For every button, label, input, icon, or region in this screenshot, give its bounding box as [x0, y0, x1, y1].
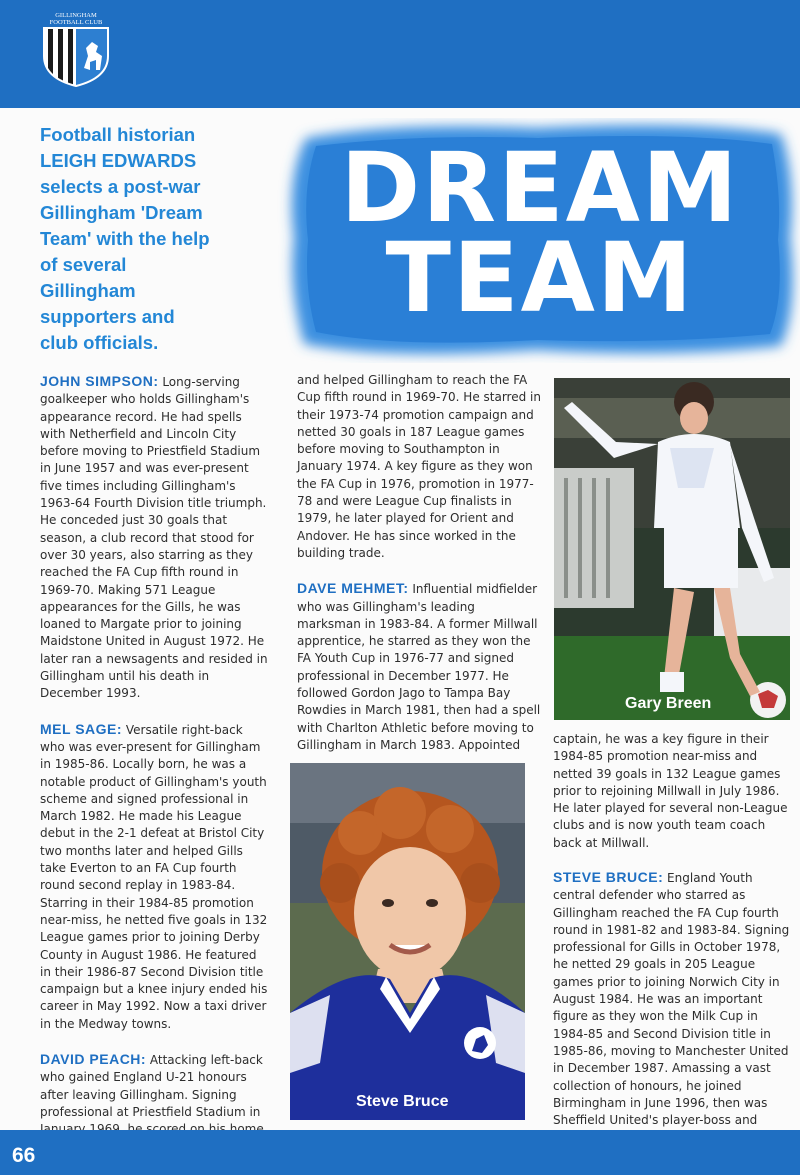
intro-line: club officials. [40, 332, 159, 353]
gary-breen-image [554, 378, 790, 720]
club-crest [40, 12, 112, 88]
article-text: England Youth central defender who starred as Gillingham reached the FA Cup fourth round in 1981-82 and 1983-84. Signing professional for Gills in October 1978, he netted 29 goals in 205 League games prior to joining Norwich City in August 1984. He was an important figure as they won the Milk Cup in 1984-85 and Second Division title in 1985-86, moving to Manchester United in December 1987. Amassing a vast collection of honours, he joined Birmingham in June 1996, then was Sheffield United's player-boss and [553, 871, 790, 1128]
crest-shield-icon [40, 26, 112, 88]
article-simpson [40, 373, 270, 703]
column-3-bottom [553, 869, 793, 1129]
article-mehmet [297, 580, 542, 754]
intro-text [40, 122, 285, 356]
intro-line: supporters and [40, 306, 175, 327]
article-text: Attacking left-back who gained England U-21 honours after leaving Gillingham. Signing professional at Priestfield Stadium in [40, 1052, 263, 1119]
article-text: Influential midfielder who was Gillingham's leading marksman in 1983-84. A former Millwall apprentice, he starred as they won the FA Youth Cup in 1976-77 and signed professional in December 1977. He followed Gordon Jago to Tampa Bay Rowdies in March 1981, then had a spell with Charlton Athletic before moving to Gillingham in March 1983. Appointed [297, 582, 541, 752]
title-dream: DREAM [340, 132, 740, 244]
intro-line: selects a post-war [40, 176, 201, 197]
intro-line: Football historian [40, 124, 196, 145]
caption-gary-breen: Gary Breen [625, 695, 712, 712]
article-bruce [553, 869, 793, 1129]
player-name: JOHN SIMPSON: [40, 373, 159, 389]
footer-bar [0, 1130, 800, 1175]
article-text: Versatile right-back who was ever-present for Gillingham in 1985-86. Locally born, he was a notable product of Gillingham's youth scheme and signed professional in March 1982. He made his League debut in the 2-1 defeat at Bristol City two months later and helped Gills take Everton to an FA Cup fourth round second replay in 1983-84. Starring in their 1984-85 promotion near-miss, he netted five goals in 132 League games prior to joining Derby County in August 1986. He featured in their 1986-87 Second Division title campaign but a knee injury ended his career in May 1992. Now a taxi driver in the Medway towns. [40, 722, 268, 1031]
intro-line: of several [40, 254, 127, 275]
column-1 [40, 373, 270, 1173]
club-crest-text: GILLINGHAM FOOTBALL CLUB [49, 12, 103, 26]
header-bar [0, 0, 800, 108]
page-number: 66 [12, 1144, 36, 1167]
article-mehmet-continued: captain, he was a key figure in their 1984-85 promotion near-miss and netted 39 goals in 132 League games prior to rejoining Millwall in July 1986. He later played for several non-League clubs and is now youth team coach back at Millwall. [553, 732, 788, 850]
title-team: TEAM [385, 222, 695, 334]
column-2 [297, 372, 542, 754]
intro-line: LEIGH EDWARDS [40, 150, 197, 171]
article-peach-continued: and helped Gillingham to reach the FA Cup fifth round in 1969-70. He starred in their 1973-74 promotion campaign and netted 30 goals in 187 League games before moving to Southampton in January 1974. A key figure as they won the FA Cup in 1976, promotion in 1977-78 and were League Cup finalists in 1979, he later played for Orient and Andover. He has since worked in the building trade. [297, 373, 541, 560]
caption-steve-bruce: Steve Bruce [356, 1093, 449, 1110]
intro-line: Team' with the help [40, 228, 210, 249]
article-text: Long-serving goalkeeper who holds Gillingham's appearance record. He had spells with Netherfield and Lincoln City before moving to Priestfield Stadium in June 1957 and was ever-present five times including Gillingham's 1963-64 Fourth Division title triumph. He conceded just 30 goals that season, a club record that stood for over 30 years, also starring as they reached the FA Cup fifth round in 1969-70. Making 571 League appearances for the Gills, he was loaned to Margate prior to joining Maidstone United in August 1972. He later ran a newsagents and resided in Gillingham until his death in December 1993. [40, 375, 268, 701]
photo-gary-breen [554, 378, 790, 720]
intro-line: Gillingham [40, 280, 136, 301]
column-3-top [553, 731, 793, 852]
article-sage [40, 721, 270, 1033]
player-name: DAVID PEACH: [40, 1050, 147, 1067]
photo-steve-bruce [290, 763, 525, 1120]
player-name: STEVE BRUCE: [553, 869, 664, 885]
intro-line: Gillingham 'Dream [40, 202, 203, 223]
player-name: MEL SAGE: [40, 720, 123, 737]
player-name: DAVE MEHMET: [297, 580, 409, 597]
steve-bruce-image [290, 763, 525, 1120]
